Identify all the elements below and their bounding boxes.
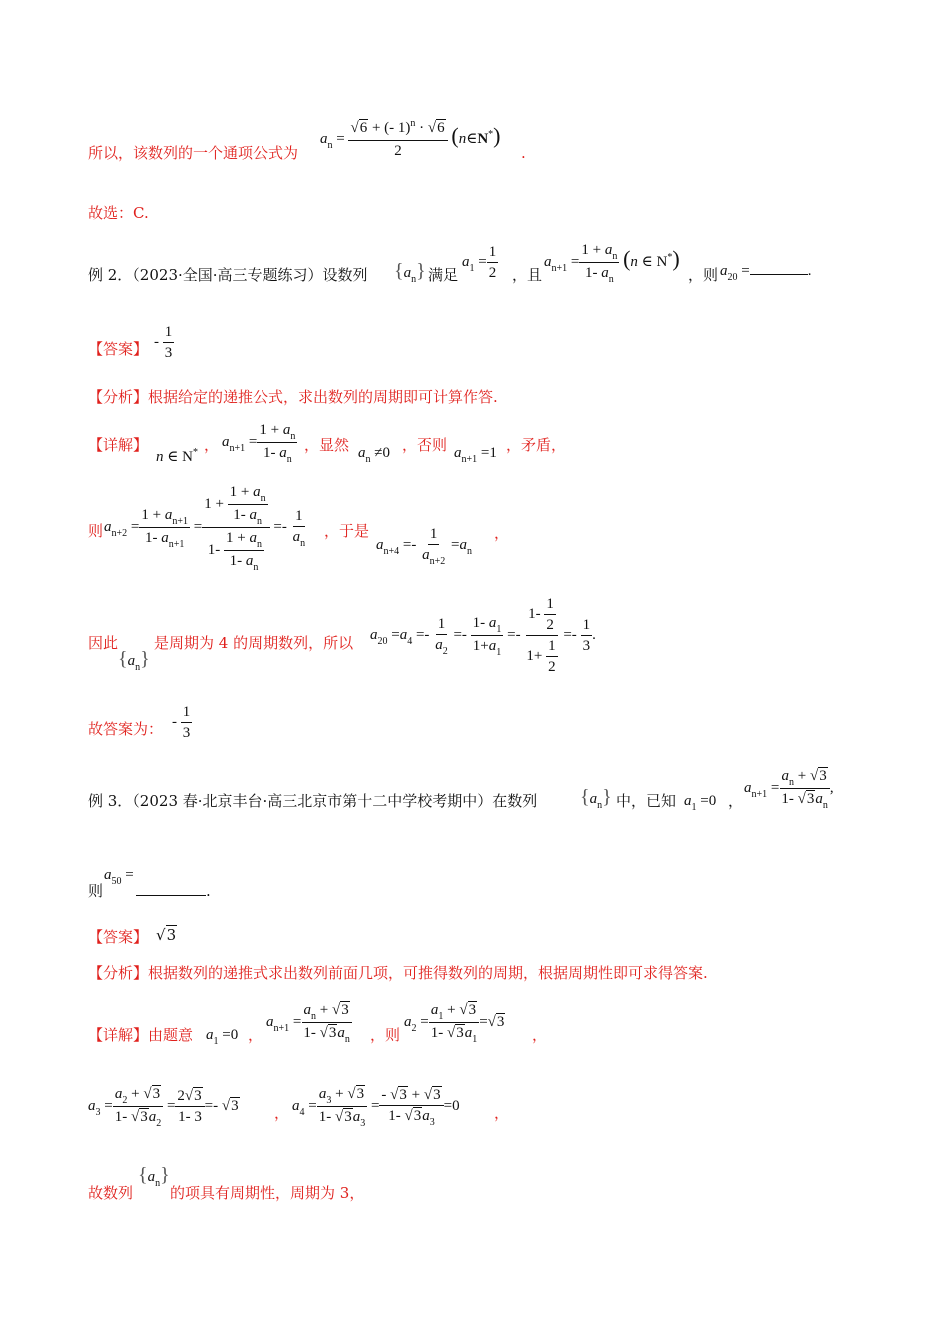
final-answer-value-2: - $\frac{1}{3}$ xyxy=(172,704,191,741)
recurrence-formula-ex3: $a_{n+1}$ = $\frac{a_n + √3}{1- √3a_n}$ , xyxy=(744,768,834,811)
detail-label-2: 【详解】 xyxy=(88,436,149,454)
a3-computation: $a_3$ = $\frac{a_2 + √3}{1- √3a_2}$ = $\frac{2√3}{1- 3}$ =- √3 xyxy=(88,1086,239,1129)
otherwise-text: ，否则 xyxy=(402,436,448,454)
a1-equals-0: $a_1 =0$ xyxy=(684,793,717,813)
formula-conclusion-line xyxy=(88,144,298,162)
a1-equals-half: $a_1$ = $\frac{1}{2}$ xyxy=(462,244,497,281)
recurrence-formula-ex2: $a_{n+1}$ = $\frac{1 + a_n}{1- a_n}$ (n ∈ N*) xyxy=(544,242,680,285)
sequence-an-brace-3: $\{a_n\}$ xyxy=(580,786,612,811)
a1-zero-detail: $a_1 =0$ xyxy=(206,1027,239,1047)
comma-end: ， xyxy=(494,524,510,542)
answer-label-3: 【答案】 xyxy=(88,928,149,946)
comma-last-3: ， xyxy=(494,1104,510,1122)
an4-equals-an: $a_{n+4}$ =- $\frac{1}{a_{n+2}}$ $=a_n$ xyxy=(376,526,472,567)
choice-answer: 故选：C. xyxy=(88,204,149,222)
then-label-3: 则 xyxy=(88,882,104,900)
answer-label-2: 【答案】 xyxy=(88,340,149,358)
comma-mid-3: ， xyxy=(274,1104,290,1122)
ze-text: ，则 xyxy=(370,1026,401,1044)
a20-computation: $a_{20} =a_4$ =- $\frac{1}{a_2}$ =- $\frac{1- a_1}{1+a_1}$ =- 1- $\frac{1}{2}$ 1+ $\frac{1}{2}$ =- $\frac{1}{3}$ . xyxy=(370,596,596,675)
an-nonzero: $a_n \ne 0$ xyxy=(358,445,390,465)
contradiction-text: ，矛盾， xyxy=(506,436,567,454)
comma-end-3: ， xyxy=(532,1026,548,1044)
conclusion-3-pre: 故数列 xyxy=(88,1184,134,1202)
analysis-3: 【分析】根据数列的递推式求出数列前面几项，可推得数列的周期，根据周期性即可求得答案. xyxy=(88,964,708,982)
example-2-prompt: 例 2．（2023·全国·高三专题练习）设数列 xyxy=(88,266,368,284)
a50-equals: $a_{50}$ = xyxy=(104,867,134,887)
detail-label-3: 【详解】由题意 xyxy=(88,1026,194,1044)
period-mark: . xyxy=(521,144,526,162)
a20-blank: $a_{20}$ = . xyxy=(720,263,812,283)
conclusion-text: 所以，该数列的一个通项公式为 xyxy=(88,144,299,162)
sequence-an-brace-2: $\{a_n\}$ xyxy=(118,648,150,673)
and-text: ，且 xyxy=(512,266,543,284)
a4-computation: $a_4$ = $\frac{a_3 + √3}{1- √3a_3}$ = $\frac{- √3 + √3}{1- √3a_3}$ =0 xyxy=(292,1086,460,1129)
comma: ， xyxy=(204,436,220,454)
comma-detail-3: ， xyxy=(248,1026,264,1044)
yushi-text: ，于是 xyxy=(324,522,370,540)
mid-text-3: 中，已知 xyxy=(616,792,677,810)
answer-value-3: √3 xyxy=(156,926,177,944)
then-text: ，则 xyxy=(688,266,719,284)
blank-3: . xyxy=(136,882,211,900)
answer-value-2: - $\frac{1}{3}$ xyxy=(154,324,173,361)
satisfy-text: 满足 xyxy=(428,266,459,284)
then-label-2: 则 xyxy=(88,522,104,540)
final-answer-label-2: 故答案为： xyxy=(88,720,164,738)
hence-text: 因此 xyxy=(88,634,119,652)
an1-equals-1: $a_{n+1} =1$ xyxy=(454,445,497,465)
conclusion-3-post: 的项具有周期性，周期为 3， xyxy=(170,1184,365,1202)
an2-derivation: $a_{n+2}$ = $\frac{1 + a_{n+1}}{1- a_{n+1}}$ = 1 + $\frac{1 + a_n}{1- a_n}$ 1- $\frac{1 + a_n}{1- a_n}$ =- $\frac{1}{a_n}$ xyxy=(104,484,306,573)
sequence-an-brace-4: $\{a_n\}$ xyxy=(138,1164,170,1189)
obviously-text: ，显然 xyxy=(304,436,350,454)
sequence-an-brace: $\{a_n\}$ xyxy=(394,260,426,285)
example-3-prompt: 例 3．（2023 春·北京丰台·高三北京市第十二中学校考期中）在数列 xyxy=(88,792,538,810)
general-term-formula: $a_n$ = $\frac{√6 + (- 1)^n \cdot √6}{2}$ (n∈N*) xyxy=(320,118,501,159)
n-in-N-star: n ∈ N* xyxy=(156,447,198,465)
recurrence-restated: $a_{n+1}$ = $\frac{1 + a_n}{1- a_n}$ xyxy=(222,422,296,465)
period-statement: 是周期为 4 的周期数列，所以 xyxy=(154,634,354,652)
analysis-2: 【分析】根据给定的递推公式，求出数列的周期即可计算作答. xyxy=(88,388,498,406)
a2-computation: $a_2$ = $\frac{a_1 + √3}{1- √3a_1}$ =√3 xyxy=(404,1002,505,1045)
recurrence-detail-3: $a_{n+1}$ = $\frac{a_n + √3}{1- √3a_n}$ xyxy=(266,1002,350,1045)
comma-3: ， xyxy=(728,792,744,810)
